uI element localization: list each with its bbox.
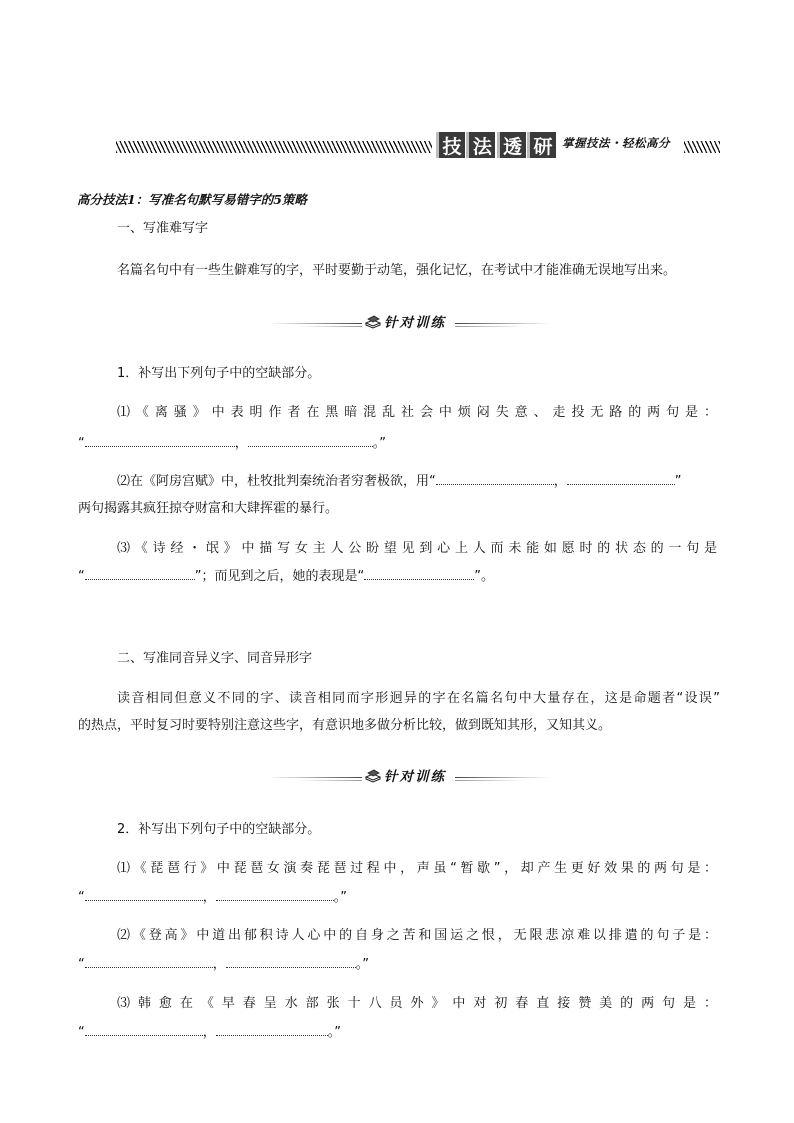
book-stack-icon: [365, 767, 381, 783]
answer-blank[interactable]: [364, 567, 474, 580]
answer-blank[interactable]: [216, 888, 334, 901]
q1-stem: 1．补写出下列句子中的空缺部分。: [117, 366, 321, 381]
close-quote: 。”: [355, 957, 370, 972]
part1-title: 一、写准难写字: [117, 221, 209, 236]
answer-blank[interactable]: [216, 1023, 328, 1036]
answer-blank[interactable]: [85, 567, 195, 580]
answer-blank[interactable]: [226, 955, 356, 968]
answer-blank[interactable]: [436, 472, 554, 485]
separator: ，: [212, 957, 226, 972]
close-quote: 。”: [327, 1025, 342, 1040]
drill-line-right: [455, 777, 550, 778]
open-quote: “: [78, 1025, 85, 1040]
part2-body-line1: 读音相同但意义不同的字、读音相同而字形迥异的字在名篇名句中大量存在，这是命题者“设误”: [117, 691, 720, 706]
q1-c-line1: ⑶《诗经・氓》中描写女主人公盼望见到心上人而未能如愿时的状态的一句是: [117, 541, 717, 556]
answer-blank[interactable]: [85, 1023, 203, 1036]
q2-a-answer: [78, 888, 347, 907]
answer-blank[interactable]: [85, 434, 235, 447]
close-quote: 。”: [333, 890, 348, 905]
close-quote: ”: [674, 474, 682, 489]
header-hatch-left: [116, 141, 432, 153]
open-quote: “: [78, 436, 85, 451]
part2-body-line2: 的热点，平时复习时要特别注意这些字，有意识地多做分析比较，做到既知其形，又知其义。: [78, 718, 612, 733]
q1-c-answer: [78, 567, 494, 586]
q2-a-line1: ⑴《琵琶行》中琵琶女演奏琵琶过程中，声虽“暂歇”，却产生更好效果的两句是：: [117, 861, 717, 876]
q2-c-answer: [78, 1023, 341, 1042]
part1-body: 名篇名句中有一些生僻难写的字，平时要勤于动笔，强化记忆，在考试中才能准确无误地写出来。: [117, 263, 677, 278]
q1-a-line1: ⑴《离骚》中表明作者在黑暗混乱社会中烦闷失意、走投无路的两句是：: [117, 405, 717, 420]
drill-label: 针对训练: [384, 315, 446, 331]
header-title-char: 法: [469, 132, 495, 158]
q1-b-pre: ⑵在《阿房宫赋》中，杜牧批判秦统治者穷奢极欲，用“: [117, 474, 436, 489]
header-title-char: 技: [439, 132, 465, 158]
drill-banner: [270, 764, 550, 786]
drill-line-left: [270, 777, 362, 778]
answer-blank[interactable]: [567, 472, 675, 485]
q2-b-line1: ⑵《登高》中道出郁积诗人心中的自身之苦和国运之恨，无限悲凉难以排遣的句子是：: [117, 928, 717, 943]
header-title-box: [436, 131, 556, 159]
drill-line-right-shadow: [455, 780, 525, 781]
separator: ，: [202, 890, 216, 905]
header-subtitle: 掌握技法・轻松高分: [562, 136, 670, 150]
header-title-char: 研: [530, 132, 556, 158]
book-stack-icon: [365, 313, 381, 329]
open-quote: “: [78, 569, 85, 584]
close-quote: ”。: [474, 569, 494, 584]
answer-blank[interactable]: [85, 955, 213, 968]
q2-b-answer: [78, 955, 369, 974]
drill-line-left: [270, 323, 362, 324]
drill-line-right: [455, 323, 550, 324]
section-heading: 高分技法1：写准名句默写易错字的5策略: [77, 192, 307, 207]
q1-c-mid: ”；而见到之后，她的表现是“: [194, 569, 365, 584]
q1-a-answer: [78, 434, 386, 453]
drill-banner: [270, 310, 550, 332]
part2-title: 二、写准同音异义字、同音异形字: [117, 651, 313, 666]
q1-b-line1: [117, 472, 682, 491]
q2-c-line1: ⑶韩愈在《早春呈水部张十八员外》中对初春直接赞美的两句是：: [117, 996, 717, 1011]
drill-line-left-shadow: [300, 326, 362, 327]
q1-b-line2: 两句揭露其疯狂掠夺财富和大肆挥霍的暴行。: [78, 501, 339, 516]
separator: ，: [553, 474, 567, 489]
open-quote: “: [78, 890, 85, 905]
q2-stem: 2．补写出下列句子中的空缺部分。: [117, 822, 321, 837]
header-hatch-right: [684, 141, 720, 153]
separator: ，: [202, 1025, 216, 1040]
drill-line-right-shadow: [455, 326, 525, 327]
header-title-char: 透: [500, 132, 526, 158]
separator: ，: [234, 436, 248, 451]
drill-label: 针对训练: [384, 769, 446, 785]
drill-line-left-shadow: [300, 780, 362, 781]
answer-blank[interactable]: [248, 434, 373, 447]
close-quote: 。”: [372, 436, 387, 451]
answer-blank[interactable]: [85, 888, 203, 901]
open-quote: “: [78, 957, 85, 972]
